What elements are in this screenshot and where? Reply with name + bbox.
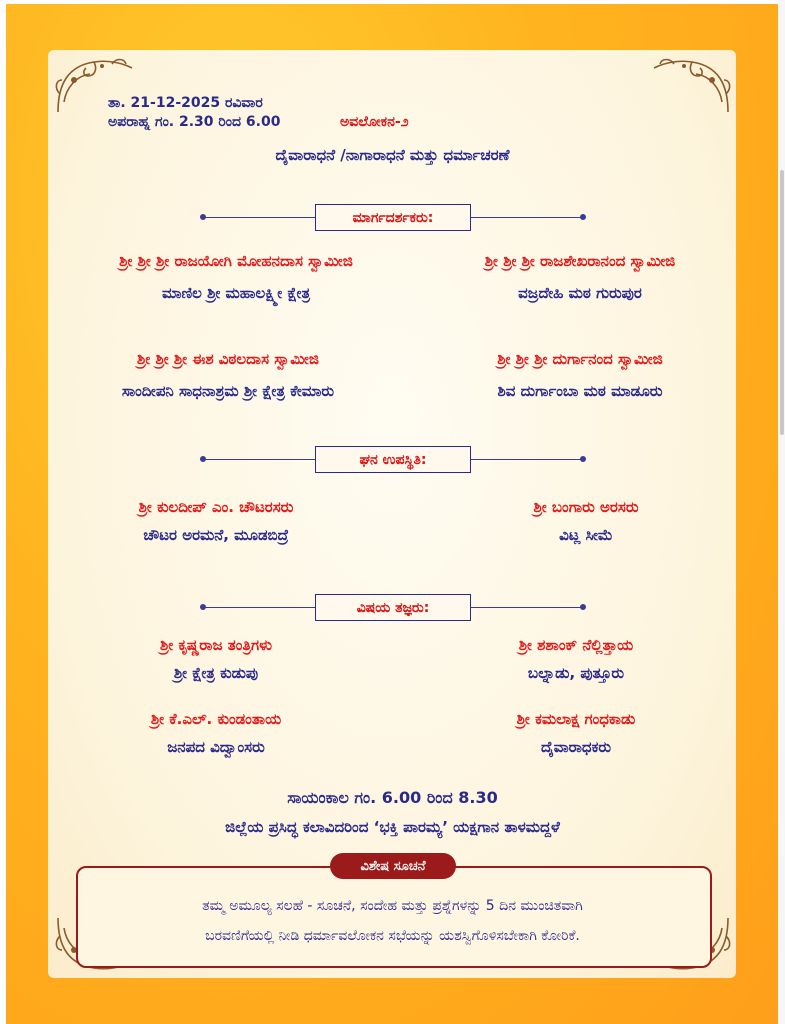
divider-line bbox=[470, 217, 582, 218]
divider-line bbox=[470, 459, 582, 460]
session-title: ಅವಲೋಕನ-೨ bbox=[340, 114, 409, 130]
floral-corner-icon bbox=[650, 54, 732, 116]
divider-dot bbox=[580, 214, 586, 220]
notice-line: ತಮ್ಮ ಅಮೂಲ್ಯ ಸಲಹೆ - ಸೂಚನೆ, ಸಂದೇಹ ಮತ್ತು ಪ್ರಶ್ನೆಗಳನ್ನು 5 ದಿನ ಮುಂಚಿತವಾಗಿ bbox=[202, 898, 583, 914]
section-title-guides: ಮಾರ್ಗದರ್ಶಕರು: bbox=[315, 204, 471, 231]
guide-name: ಶ್ರೀ ಶ್ರೀ ಶ್ರೀ ದುರ್ಗಾನಂದ ಸ್ವಾಮೀಜಿ bbox=[497, 350, 663, 368]
guest-place: ವಿಟ್ಲ ಸೀಮೆ bbox=[559, 526, 613, 544]
guide-place: ಶಿವ ದುರ್ಗಾಂಬಾ ಮಠ ಮಾಡೂರು bbox=[497, 382, 663, 400]
notice-badge: ವಿಶೇಷ ಸೂಚನೆ bbox=[330, 853, 456, 879]
expert-place: ಶ್ರೀ ಕ್ಷೇತ್ರ ಕುಡುಪು bbox=[173, 664, 259, 682]
expert-name: ಶ್ರೀ ಕೃಷ್ಣರಾಜ ತಂತ್ರಿಗಳು bbox=[160, 636, 272, 654]
expert-place: ದೈವಾರಾಧಕರು bbox=[540, 738, 612, 756]
notice-box bbox=[76, 866, 712, 968]
divider-line bbox=[204, 217, 316, 218]
guide-name: ಶ್ರೀ ಶ್ರೀ ಶ್ರೀ ರಾಜಶೇಖರಾನಂದ ಸ್ವಾಮೀಜಿ bbox=[484, 252, 676, 270]
guest-place: ಚೌಟರ ಅರಮನೆ, ಮೂಡಬಿದ್ರೆ bbox=[143, 526, 289, 544]
evening-program: ಜಿಲ್ಲೆಯ ಪ್ರಸಿದ್ಧ ಕಲಾವಿದರಿಂದ ‘ಭಕ್ತಿ ಪಾರಮ್ಯ’ ಯಕ್ಷಗಾನ ತಾಳಮದ್ದಳೆ bbox=[225, 818, 560, 836]
guest-name: ಶ್ರೀ ಕುಲದೀಪ್ ಎಂ. ಚೌಟರಸರು bbox=[138, 498, 294, 516]
section-title-experts: ವಿಷಯ ತಜ್ಞರು: bbox=[315, 594, 471, 621]
event-subtitle: ದೈವಾರಾಧನೆ /ನಾಗಾರಾಧನೆ ಮತ್ತು ಧರ್ಮಾಚರಣೆ bbox=[275, 146, 510, 164]
divider-dot bbox=[580, 604, 586, 610]
expert-name: ಶ್ರೀ ಶಶಾಂಕ್ ನೆಲ್ಲಿತ್ತಾಯ bbox=[518, 636, 634, 654]
expert-name: ಶ್ರೀ ಕಮಲಾಕ್ಷ ಗಂಧಕಾಡು bbox=[516, 710, 636, 728]
divider-line bbox=[470, 607, 582, 608]
event-time: ಅಪರಾಹ್ನ ಗಂ. 2.30 ರಿಂದ 6.00 bbox=[108, 114, 281, 130]
divider-line bbox=[204, 459, 316, 460]
guide-name: ಶ್ರೀ ಶ್ರೀ ಶ್ರೀ ರಾಜಯೋಗಿ ಮೋಹನದಾಸ ಸ್ವಾಮೀಜಿ bbox=[119, 252, 353, 270]
divider-line bbox=[204, 607, 316, 608]
divider-dot bbox=[580, 456, 586, 462]
guide-place: ಸಾಂದೀಪನಿ ಸಾಧನಾಶ್ರಮ ಶ್ರೀ ಕ್ಷೇತ್ರ ಕೇಮಾರು bbox=[121, 382, 335, 400]
notice-line: ಬರವಣಿಗೆಯಲ್ಲಿ ನೀಡಿ ಧರ್ಮಾವಲೋಕನ ಸಭೆಯನ್ನು ಯಶಸ್ವಿಗೊಳಿಸಬೇಕಾಗಿ ಕೋರಿಕೆ. bbox=[205, 928, 580, 944]
event-date: ತಾ. 21-12-2025 ರವಿವಾರ bbox=[108, 95, 263, 111]
guide-place: ವಜ್ರದೇಹಿ ಮಠ ಗುರುಪುರ bbox=[518, 284, 642, 302]
expert-name: ಶ್ರೀ ಕೆ.ಎಲ್. ಕುಂಡಂತಾಯ bbox=[150, 710, 282, 728]
expert-place: ಬಲ್ನಾಡು, ಪುತ್ತೂರು bbox=[527, 664, 625, 682]
expert-place: ಜನಪದ ವಿದ್ವಾಂಸರು bbox=[167, 738, 265, 756]
scrollbar-thumb[interactable] bbox=[780, 170, 784, 435]
evening-time: ಸಾಯಂಕಾಲ ಗಂ. 6.00 ರಿಂದ 8.30 bbox=[287, 788, 498, 807]
guide-place: ಮಾಣಿಲ ಶ್ರೀ ಮಹಾಲಕ್ಷ್ಮೀ ಕ್ಷೇತ್ರ bbox=[161, 284, 311, 302]
guest-name: ಶ್ರೀ ಬಂಗಾರು ಅರಸರು bbox=[533, 498, 639, 516]
section-title-presence: ಘನ ಉಪಸ್ಥಿತಿ: bbox=[315, 446, 471, 473]
guide-name: ಶ್ರೀ ಶ್ರೀ ಶ್ರೀ ಈಶ ವಿಠಲದಾಸ ಸ್ವಾಮೀಜಿ bbox=[137, 350, 319, 368]
